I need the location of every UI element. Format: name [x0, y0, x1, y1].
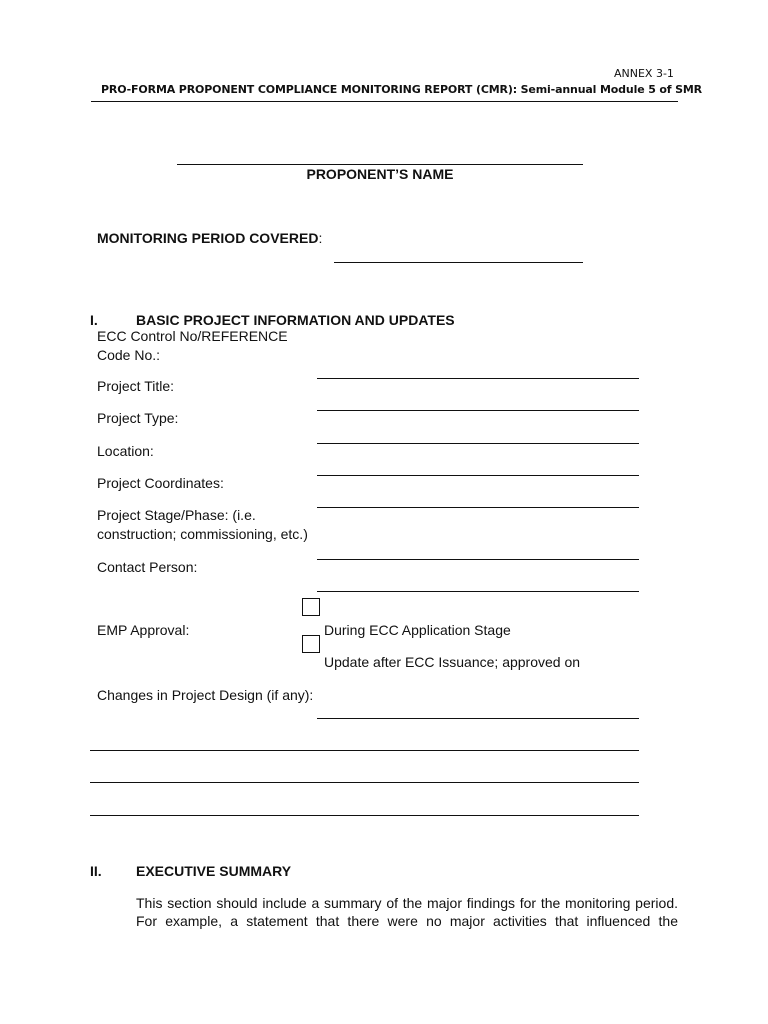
section1-number: I. — [90, 312, 98, 328]
project-type-field[interactable] — [317, 443, 639, 444]
ecc-code-label: Code No.: — [97, 347, 161, 363]
annex-label: ANNEX 3-1 — [614, 67, 674, 80]
emp-update-after-ecc-checkbox[interactable] — [302, 635, 320, 653]
monitoring-period-label — [97, 229, 322, 248]
header-rule — [91, 101, 678, 102]
location-label: Location: — [97, 443, 154, 459]
contact-person-field[interactable] — [317, 591, 639, 592]
executive-summary-line-2: For example, a statement that there were no major activities that influenced the — [136, 913, 678, 929]
changes-field-line-3[interactable] — [90, 782, 639, 783]
changes-project-design-label: Changes in Project Design (if any): — [97, 687, 314, 703]
project-title-label: Project Title: — [97, 378, 175, 394]
emp-approval-label: EMP Approval: — [97, 622, 190, 638]
section1-title: BASIC PROJECT INFORMATION AND UPDATES — [136, 312, 455, 328]
location-field[interactable] — [317, 475, 639, 476]
monitoring-period-field[interactable] — [334, 262, 583, 263]
ecc-control-field[interactable] — [317, 378, 639, 379]
proponent-name-label: PROPONENT’S NAME — [306, 166, 454, 182]
monitoring-period-colon: : — [318, 230, 323, 246]
executive-summary-line-1: This section should include a summary of the major findings for the monitoring period. — [136, 895, 678, 911]
project-stage-label: Project Stage/Phase: (i.e. — [97, 507, 256, 523]
changes-field-line-2[interactable] — [90, 750, 639, 751]
project-coordinates-label: Project Coordinates: — [97, 475, 224, 491]
project-stage-field[interactable] — [317, 559, 639, 560]
emp-option-ecc-application: During ECC Application Stage — [324, 622, 511, 638]
section2-title: EXECUTIVE SUMMARY — [136, 863, 292, 879]
monitoring-period-text: MONITORING PERIOD COVERED — [97, 230, 319, 246]
project-type-label: Project Type: — [97, 410, 179, 426]
changes-field-line-1[interactable] — [317, 718, 639, 719]
emp-option-update-after-ecc: Update after ECC Issuance; approved on — [324, 654, 581, 670]
section2-number: II. — [90, 863, 102, 879]
ecc-control-label: ECC Control No/REFERENCE — [97, 328, 288, 344]
report-title: PRO-FORMA PROPONENT COMPLIANCE MONITORING REPORT (CMR): Semi-annual Module 5 of SMR — [101, 83, 702, 96]
changes-field-line-4[interactable] — [90, 815, 639, 816]
project-stage-example: construction; commissioning, etc.) — [97, 526, 308, 542]
project-coordinates-field[interactable] — [317, 507, 639, 508]
emp-ecc-application-checkbox[interactable] — [302, 598, 320, 616]
project-title-field[interactable] — [317, 410, 639, 411]
contact-person-label: Contact Person: — [97, 559, 198, 575]
